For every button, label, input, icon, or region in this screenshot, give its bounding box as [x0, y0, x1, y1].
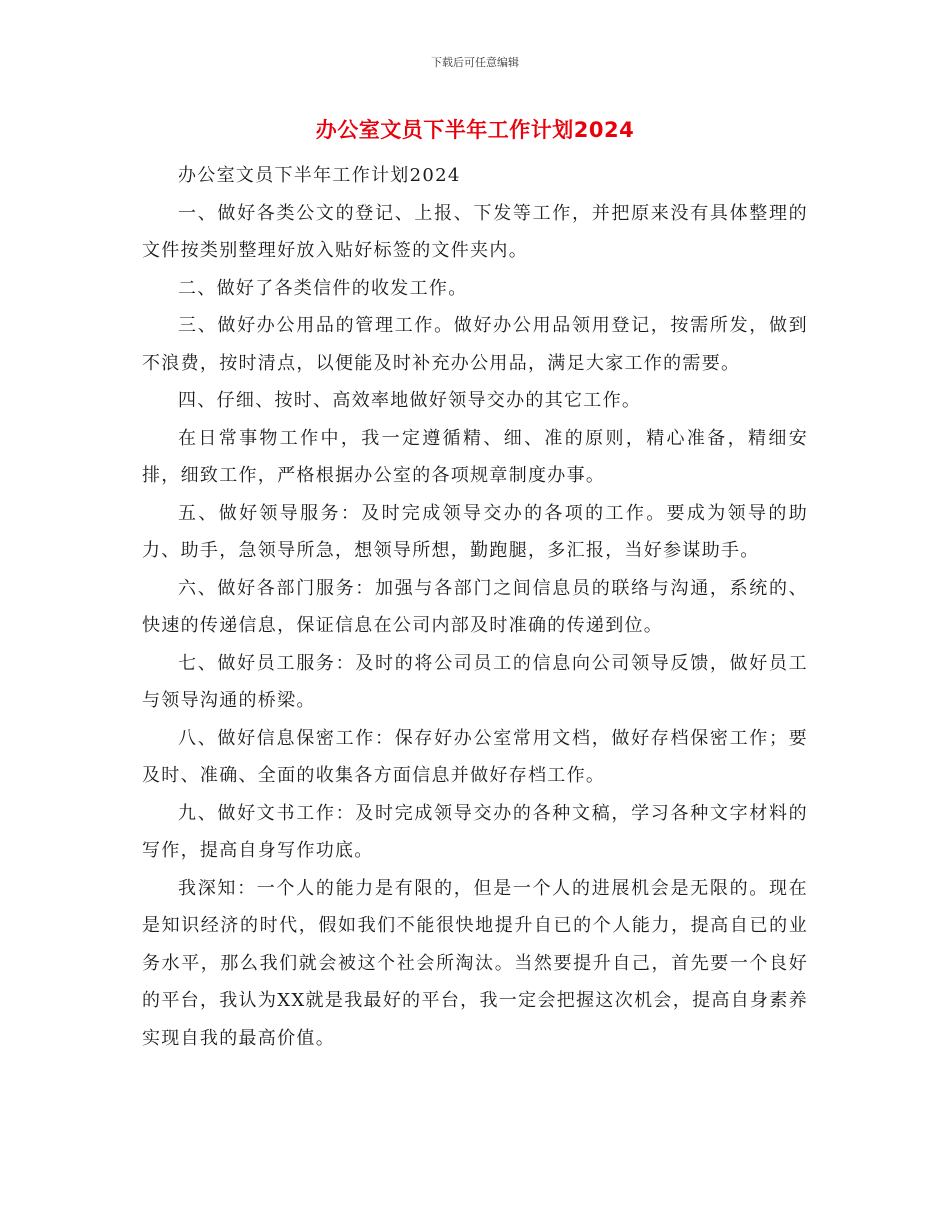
paragraph-daily-work: 在日常事物工作中，我一定遵循精、细、准的原则，精心准备，精细安排，细致工作，严格根据办公室的各项规章制度办事。 — [142, 427, 808, 486]
paragraph-subtitle: 办公室文员下半年工作计划2024 — [178, 165, 461, 186]
paragraph-item-2: 二、做好了各类信件的收发工作。 — [178, 277, 468, 299]
paragraph-item-3: 三、做好办公用品的管理工作。做好办公用品领用登记，按需所发，做到不浪费，按时清点，以便能及时补充办公用品，满足大家工作的需要。 — [142, 315, 808, 374]
paragraph-item-6: 六、做好各部门服务：加强与各部门之间信息员的联络与沟通，系统的、快速的传递信息，保证信息在公司内部及时准确的传递到位。 — [142, 577, 808, 636]
paragraph-item-9: 九、做好文书工作：及时完成领导交办的各种文稿，学习各种文字材料的写作，提高自身写作功底。 — [142, 802, 808, 861]
paragraph-item-5: 五、做好领导服务：及时完成领导交办的各项的工作。要成为领导的助力、助手，急领导所急，想领导所想，勤跑腿，多汇报，当好参谋助手。 — [142, 502, 808, 561]
paragraph-item-1: 一、做好各类公文的登记、上报、下发等工作，并把原来没有具体整理的文件按类别整理好放入贴好标签的文件夹内。 — [142, 202, 808, 261]
document-title: 办公室文员下半年工作计划2024 — [315, 118, 635, 142]
paragraph-item-4: 四、仔细、按时、高效率地做好领导交办的其它工作。 — [178, 390, 642, 411]
paragraph-item-7: 七、做好员工服务：及时的将公司员工的信息向公司领导反馈，做好员工与领导沟通的桥梁。 — [142, 652, 808, 711]
document-body — [142, 157, 808, 1057]
header-note: 下载后可任意编辑 — [431, 56, 519, 69]
paragraph-item-8: 八、做好信息保密工作：保存好办公室常用文档，做好存档保密工作；要及时、准确、全面的收集各方面信息并做好存档工作。 — [142, 727, 808, 786]
paragraph-conclusion: 我深知：一个人的能力是有限的，但是一个人的进展机会是无限的。现在是知识经济的时代，假如我们不能很快地提升自已的个人能力，提高自已的业务水平，那么我们就会被这个社会所淘汰。当然要提升自己，首先要一个良好的平台，我认为XX就是我最好的平台，我一定会把握这次机会，提高自身素养实现自我的最高价值。 — [142, 877, 808, 1049]
